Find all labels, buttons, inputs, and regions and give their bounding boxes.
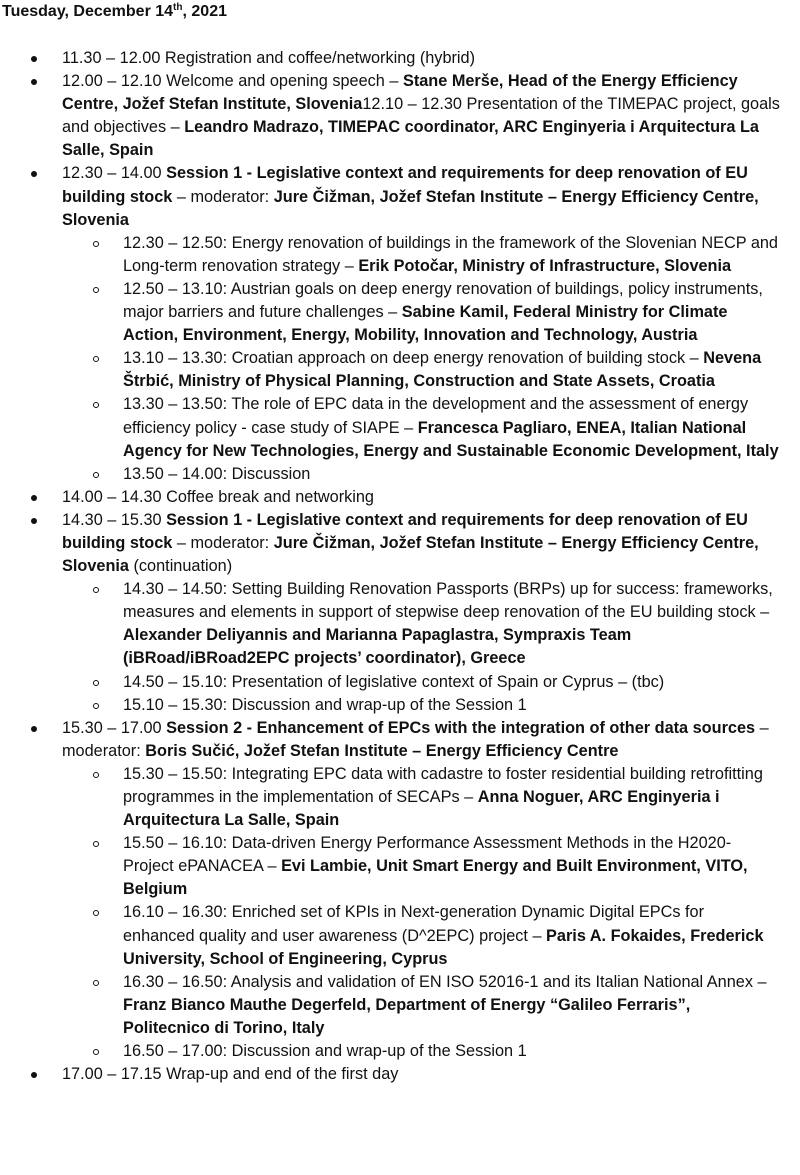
talk-text: 13.30 – 13.50: The role of EPC data in the development and the assessment of energy efficiency policy - case study of SIAPE – xyxy=(123,395,749,437)
talk-item xyxy=(123,578,790,670)
agenda-item-time-text: 12.10 – 12.30 Presentation of the TIMEPAC project, goals and objectives – xyxy=(62,95,780,137)
agenda-item-session-1-continuation xyxy=(0,509,800,717)
circle-bullet-icon xyxy=(93,703,99,709)
speaker-name: Leandro Madrazo, TIMEPAC coordinator, ARC Enginyeria i Arquitectura La Salle, Spain xyxy=(62,118,759,160)
talk-speaker: Paris A. Fokaides, Frederick University, School of Engineering, Cyprus xyxy=(123,926,764,968)
talk-item xyxy=(123,971,790,1040)
agenda-item-wrap-up xyxy=(0,1063,800,1086)
circle-bullet-icon xyxy=(93,980,99,986)
agenda-item-registration xyxy=(0,47,800,70)
talk-speaker: Franz Bianco Mauthe Degerfeld, Department of Energy “Galileo Ferraris”, Politecnico di Torino, Italy xyxy=(123,995,691,1037)
circle-bullet-icon xyxy=(93,910,99,916)
talk-speaker: Sabine Kamil, Federal Ministry for Climate Action, Environment, Energy, Mobility, Innovation and Technology, Austria xyxy=(123,303,728,345)
talk-item xyxy=(123,832,790,901)
talk-text: 15.50 – 16.10: Data-driven Energy Performance Assessment Methods in the H2020-Project ePANACEA – xyxy=(123,834,732,876)
talk-speaker: Alexander Deliyannis and Marianna Papaglastra, Sympraxis Team (iBRoad/iBRoad2EPC projects’ coordinator), Greece xyxy=(123,626,632,668)
session-title: Session 1 - Legislative context and requirements for deep renovation of EU building stock xyxy=(62,164,748,206)
talk-text: 16.10 – 16.30: Enriched set of KPIs in Next-generation Dynamic Digital EPCs for enhanced quality and user awareness (D^2EPC) project – xyxy=(123,903,704,945)
talk-speaker: Anna Noguer, ARC Enginyeria i Arquitectura La Salle, Spain xyxy=(123,788,720,830)
moderator-label: – moderator: xyxy=(172,187,274,206)
circle-bullet-icon xyxy=(93,587,99,593)
session-talk-list xyxy=(62,578,790,717)
talk-text: 15.30 – 15.50: Integrating EPC data with cadastre to foster residential building retrofitting programmes in the implementation of SECAPs – xyxy=(123,764,763,806)
agenda-item-opening xyxy=(0,70,800,162)
talk-text: 12.50 – 13.10: Austrian goals on deep energy renovation of buildings, policy instruments, major barriers and future challenges – xyxy=(123,279,763,322)
continuation-note: (continuation) xyxy=(128,557,233,576)
circle-bullet-icon xyxy=(93,680,99,686)
talk-item xyxy=(123,463,790,486)
circle-bullet-icon xyxy=(93,241,99,247)
talk-speaker: Francesca Pagliaro, ENEA, Italian National Agency for New Technologies, Energy and Sustainable Economic Development, Italy xyxy=(123,418,779,460)
agenda-item-time-text: 12.00 – 12.10 Welcome and opening speech – xyxy=(62,72,403,91)
circle-bullet-icon xyxy=(93,402,99,408)
agenda-item-coffee-break xyxy=(0,486,800,509)
session-talk-list xyxy=(62,763,790,1063)
circle-bullet-icon xyxy=(93,472,99,478)
circle-bullet-icon xyxy=(93,841,99,847)
date-prefix: Tuesday, December 14 xyxy=(2,3,174,20)
agenda-item-time-text: 15.30 – 17.00 xyxy=(62,718,167,737)
date-year: , 2021 xyxy=(182,3,227,20)
talk-speaker: Nevena Štrbić, Ministry of Physical Planning, Construction and State Assets, Croatia xyxy=(123,349,762,391)
talk-item xyxy=(123,278,790,347)
talk-text: 14.30 – 14.50: Setting Building Renovation Passports (BRPs) up for success: frameworks, measures and elements in support of stepwise deep renovation of the EU building stock – xyxy=(123,580,773,622)
talk-speaker: Erik Potočar, Ministry of Infrastructure, Slovenia xyxy=(358,256,732,275)
talk-text: 16.30 – 16.50: Analysis and validation of EN ISO 52016-1 and its Italian National Annex – xyxy=(123,972,767,991)
talk-text: 14.50 – 15.10: Presentation of legislative context of Spain or Cyprus – (tbc) xyxy=(123,672,665,691)
bullet-icon xyxy=(31,56,37,62)
circle-bullet-icon xyxy=(93,287,99,293)
talk-item xyxy=(123,393,790,462)
agenda-item-text: 14.00 – 14.30 Coffee break and networking xyxy=(62,487,374,506)
bullet-icon xyxy=(31,1072,37,1078)
talk-item xyxy=(123,763,790,832)
bullet-icon xyxy=(31,79,37,85)
talk-text: 15.10 – 15.30: Discussion and wrap-up of the Session 1 xyxy=(123,695,527,714)
moderator-name: Jure Čižman, Jožef Stefan Institute – Energy Efficiency Centre, Slovenia xyxy=(62,533,759,576)
talk-item xyxy=(123,232,790,278)
session-title: Session 2 - Enhancement of EPCs with the integration of other data sources xyxy=(166,718,756,737)
moderator-name: Boris Sučić, Jožef Stefan Institute – Energy Efficiency Centre xyxy=(145,741,619,760)
talk-item xyxy=(123,694,790,717)
moderator-label: – moderator: xyxy=(62,718,769,760)
talk-speaker: Evi Lambie, Unit Smart Energy and Built Environment, VITO, Belgium xyxy=(123,857,748,899)
talk-item xyxy=(123,347,790,393)
circle-bullet-icon xyxy=(93,356,99,362)
talk-text: 13.10 – 13.30: Croatian approach on deep energy renovation of building stock – xyxy=(123,349,704,368)
session-talk-list xyxy=(62,232,790,486)
circle-bullet-icon xyxy=(93,1049,99,1055)
session-title: Session 1 - Legislative context and requirements for deep renovation of EU building stock xyxy=(62,510,748,552)
talk-item xyxy=(123,901,790,970)
bullet-icon xyxy=(31,171,37,177)
agenda-list xyxy=(0,47,800,1086)
agenda-item-text: 17.00 – 17.15 Wrap-up and end of the first day xyxy=(62,1065,399,1084)
agenda-item-time-text: 12.30 – 14.00 xyxy=(62,164,167,183)
bullet-icon xyxy=(31,518,37,524)
moderator-label: – moderator: xyxy=(172,533,274,552)
circle-bullet-icon xyxy=(93,772,99,778)
bullet-icon xyxy=(31,726,37,732)
agenda-item-time-text: 14.30 – 15.30 xyxy=(62,510,167,529)
talk-text: 16.50 – 17.00: Discussion and wrap-up of the Session 1 xyxy=(123,1042,527,1061)
speaker-name: Stane Merše, Head of the Energy Efficiency Centre, Jožef Stefan Institute, Slovenia xyxy=(62,72,738,114)
talk-item xyxy=(123,671,790,694)
bullet-icon xyxy=(31,495,37,501)
moderator-name: Jure Čižman, Jožef Stefan Institute – Energy Efficiency Centre, Slovenia xyxy=(62,187,759,229)
date-ordinal-suffix: th xyxy=(173,2,183,13)
talk-text: 12.30 – 12.50: Energy renovation of buildings in the framework of the Slovenian NECP and Long-term renovation strategy – xyxy=(123,233,778,275)
agenda-item-session-2 xyxy=(0,717,800,1063)
talk-item xyxy=(123,1040,790,1063)
agenda-item-session-1 xyxy=(0,162,800,485)
agenda-item-text: 11.30 – 12.00 Registration and coffee/networking (hybrid) xyxy=(62,49,476,67)
talk-text: 13.50 – 14.00: Discussion xyxy=(123,464,311,483)
day-heading xyxy=(2,2,227,22)
